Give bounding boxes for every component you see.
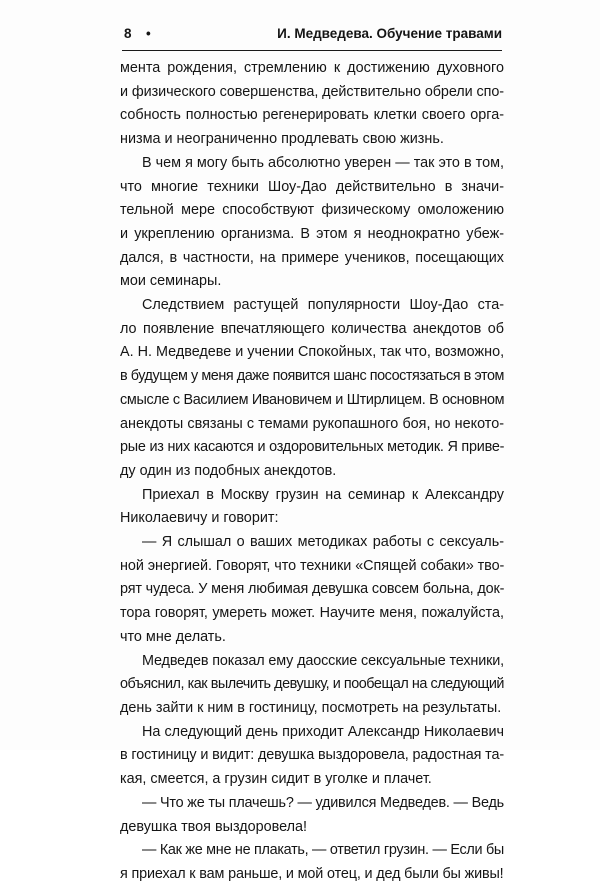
paragraph: [120, 792, 504, 839]
page-number: 8: [124, 26, 132, 41]
text-line: ной энергией. Говорят, что техники «Спящей собаки» тво-: [120, 557, 505, 574]
text-line: собность полностью регенерировать клетки своего орга-: [120, 107, 504, 124]
text-line: в будущем у меня даже появится шанс посостязаться в этом: [120, 368, 504, 385]
text-line: На следующий день приходит Александр Николаевич: [142, 723, 504, 740]
text-line: мента рождения, стремлению к достижению духовного: [120, 60, 504, 76]
text-line: Медведев показал ему даосские сексуальные техники,: [142, 652, 504, 669]
text-line: ло появление впечатляющего количества анекдотов об: [120, 320, 504, 337]
text-line: В чем я могу быть абсолютно уверен — так это в том,: [142, 154, 504, 171]
paragraph: [120, 152, 504, 294]
text-line: рые из них касаются и оздоровительных методик. Я приве-: [120, 439, 505, 456]
paragraph: [120, 531, 504, 650]
text-line: — Я слышал о ваших методиках работы с сексуаль-: [142, 534, 504, 551]
text-line: мои семинары.: [120, 273, 222, 290]
text-line: я приехал к вам раньше, и мой отец, и дед были бы живы!: [120, 865, 504, 882]
paragraph: [120, 839, 504, 886]
paragraph: [120, 721, 504, 792]
header-rule: [122, 50, 502, 51]
text-line: объяснил, как вылечить девушку, и пообещал на следующий: [120, 676, 504, 693]
text-line: — Как же мне не плакать, — ответил грузин. — Если бы: [142, 842, 504, 859]
page-header: [122, 23, 502, 49]
text-line: А. Н. Медведеве и учении Спокойных, так что, возможно,: [120, 344, 505, 361]
paragraph: [120, 650, 504, 721]
text-line: анекдоты связаны с темами рукопашного боя, но некото-: [120, 415, 504, 432]
paragraph: [120, 57, 504, 152]
text-line: что мне делать.: [120, 628, 226, 645]
text-line: дался, в частности, на примере учеников, посещающих: [120, 249, 504, 266]
text-line: в гостиницу и видит: девушка выздоровела, радостная та-: [120, 747, 504, 764]
text-line: ду один из подобных анекдотов.: [120, 462, 337, 479]
paragraph: [120, 294, 504, 484]
running-title: И. Медведева. Обучение травами: [277, 26, 502, 41]
text-line: кая, смеется, а грузин сидит в уголке и плачет.: [120, 771, 432, 788]
text-line: тельной мере способствуют физическому омоложению: [120, 202, 504, 219]
text-line: Николаевичу и говорит:: [120, 510, 279, 527]
paragraph: [120, 484, 504, 531]
body-text: [120, 57, 504, 887]
text-line: смысле с Василием Ивановичем и Штирлицем. В основном: [120, 391, 505, 408]
text-line: Следствием растущей популярности Шоу-Дао ста-: [142, 297, 504, 314]
text-line: тора говорят, умереть может. Научите меня, пожалуйста,: [120, 605, 504, 622]
text-line: день зайти к ним в гостиницу, посмотреть на результаты.: [120, 699, 502, 716]
text-line: рят чудеса. У меня любимая девушка совсем больна, док-: [120, 581, 505, 598]
text-line: — Что же ты плачешь? — удивился Медведев. — Ведь: [142, 794, 504, 811]
text-line: что многие техники Шоу-Дао действительно в значи-: [120, 178, 504, 195]
text-line: и физического совершенства, действительно обрели спо-: [120, 83, 504, 100]
text-line: девушка твоя выздоровела!: [120, 818, 308, 835]
text-line: и укреплению организма. В этом я неоднократно убеж-: [120, 225, 504, 242]
text-line: низма и неограниченно продлевать свою жизнь.: [120, 131, 444, 148]
text-line: Приехал в Москву грузин на семинар к Александру: [142, 486, 504, 503]
header-bullet: •: [146, 26, 151, 41]
